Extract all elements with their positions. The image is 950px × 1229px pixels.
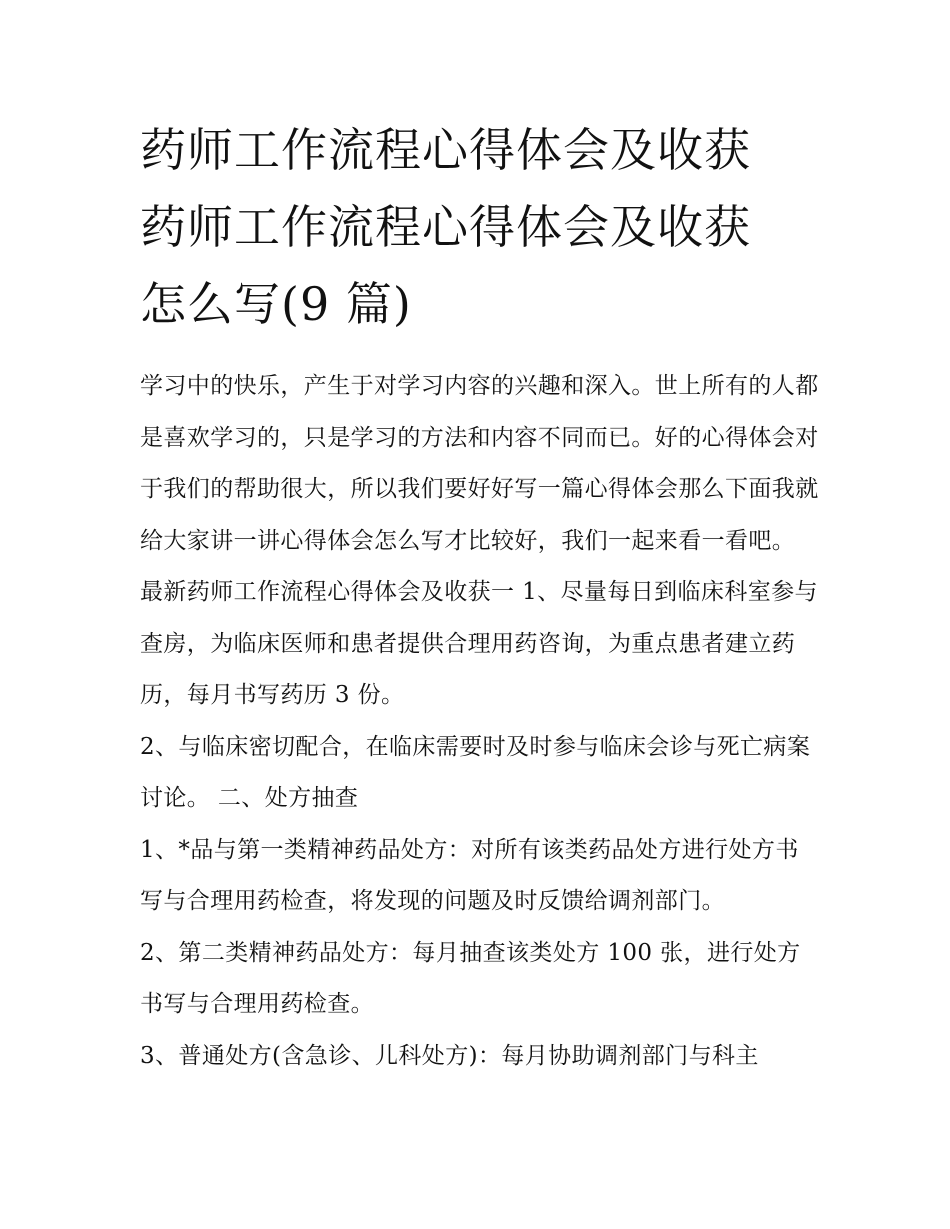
title-line-2: 药师工作流程心得体会及收获 xyxy=(140,200,751,254)
clinical-cooperation-paragraph: 2、与临床密切配合，在临床需要时及时参与临床会诊与死亡病案讨论。 二、处方抽查 xyxy=(140,733,811,811)
title-line-3: 怎么写(9 篇) xyxy=(140,277,412,331)
section-one-paragraph: 最新药师工作流程心得体会及收获一 1、尽量每日到临床科室参与查房，为临床医师和患者提供合理用药咨询，为重点患者建立药历，每月书写药历 3 份。 xyxy=(140,579,818,708)
general-prescription-paragraph: 3、普通处方(含急诊、儿科处方)：每月协助调剂部门与科主 xyxy=(140,1042,759,1069)
document-title xyxy=(140,112,820,343)
intro-paragraph: 学习中的快乐，产生于对学习内容的兴趣和深入。世上所有的人都是喜欢学习的，只是学习的方法和内容不同而已。好的心得体会对于我们的帮助很大，所以我们要好好写一篇心得体会那么下面我就给大家讲一讲心得体会怎么写才比较好，我们一起来看一看吧。 xyxy=(140,373,819,554)
document-page xyxy=(140,112,820,1082)
title-line-1: 药师工作流程心得体会及收获 xyxy=(140,123,751,177)
document-body xyxy=(140,361,820,1082)
second-class-prescription-paragraph: 2、第二类精神药品处方：每月抽查该类处方 100 张，进行处方书写与合理用药检查。 xyxy=(140,939,801,1017)
first-class-prescription-paragraph: 1、*品与第一类精神药品处方：对所有该类药品处方进行处方书写与合理用药检查，将发现的问题及时反馈给调剂部门。 xyxy=(140,836,799,914)
